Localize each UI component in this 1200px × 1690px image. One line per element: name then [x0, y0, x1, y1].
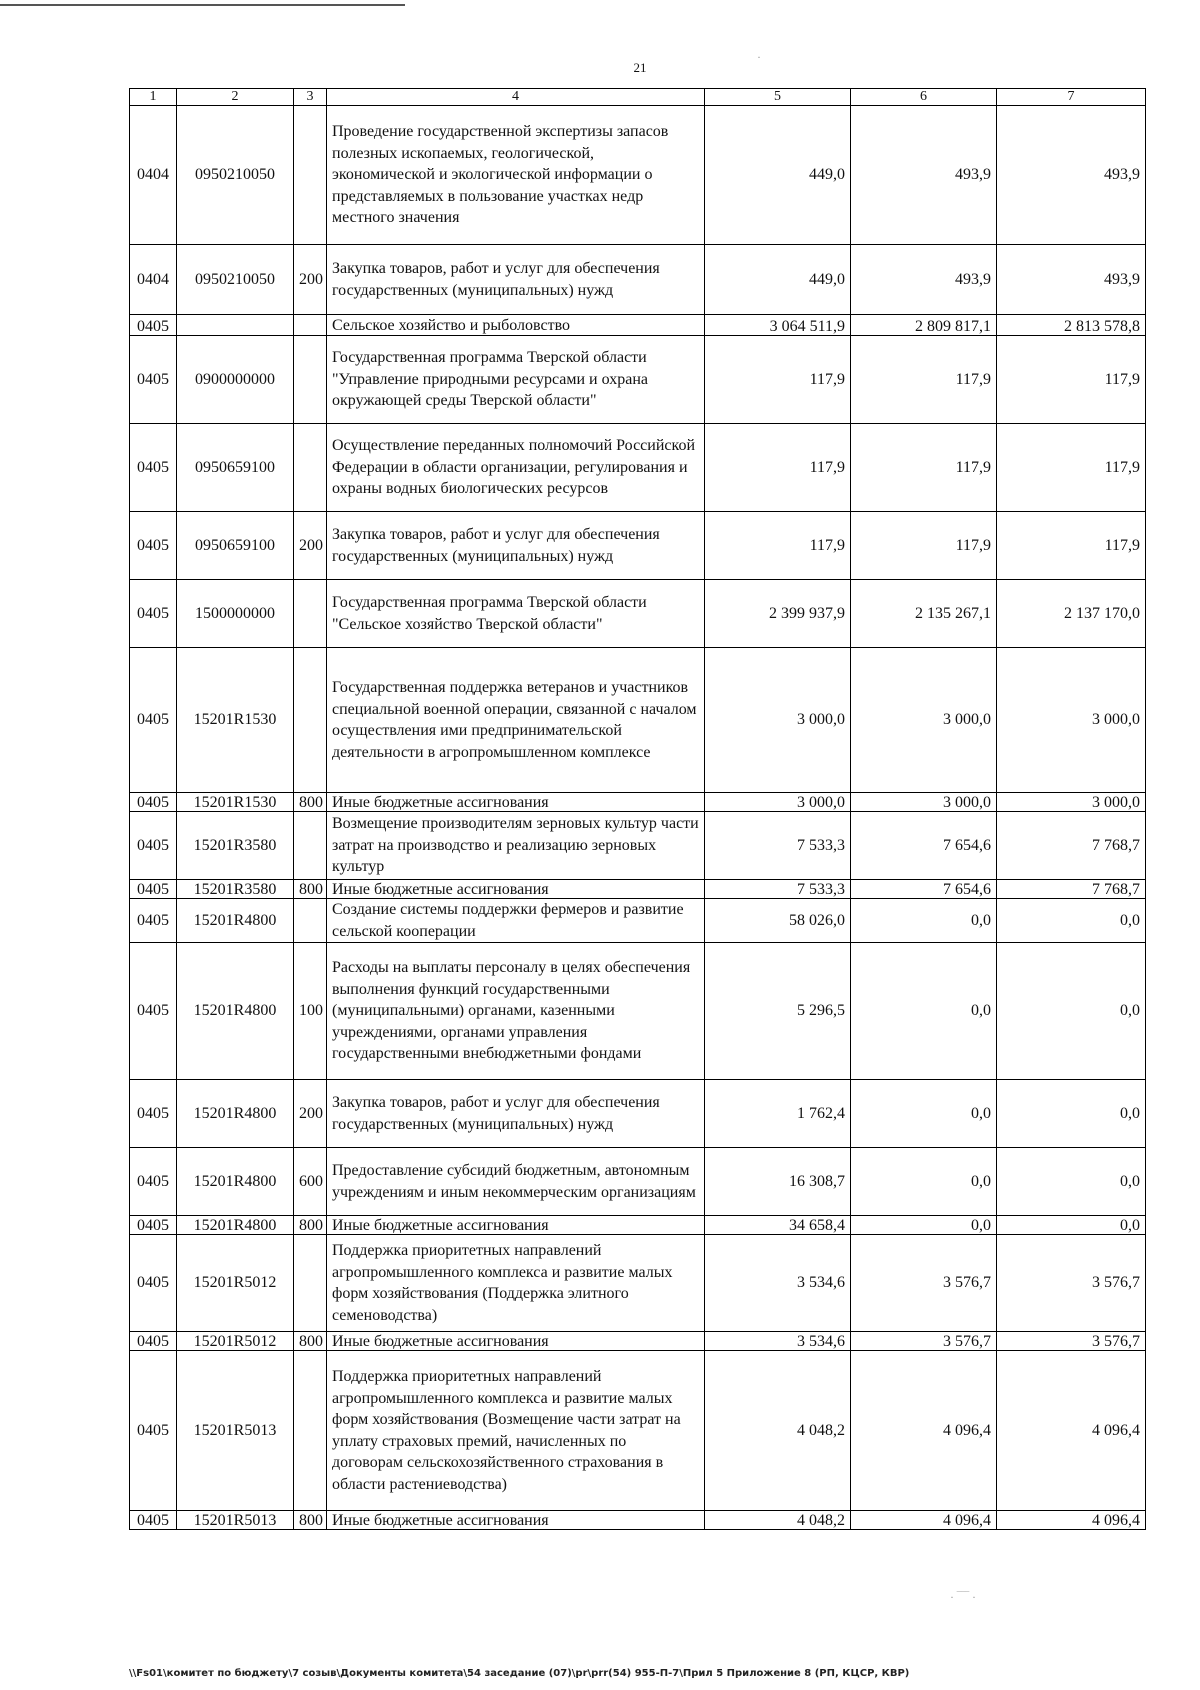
- expense-type-cell: [294, 424, 327, 512]
- amount-year3-cell: 7 768,7: [997, 812, 1146, 880]
- scan-speck: · ‾‾‾ ·: [950, 1590, 976, 1604]
- amount-year2-cell: 4 096,4: [851, 1511, 997, 1530]
- column-header: 7: [997, 89, 1146, 106]
- amount-year1-cell: 117,9: [705, 424, 851, 512]
- amount-year3-cell: 2 137 170,0: [997, 580, 1146, 648]
- item-name-cell: Иные бюджетные ассигнования: [327, 1332, 705, 1351]
- target-article-cell: 1500000000: [177, 580, 294, 648]
- section-code-cell: 0405: [130, 1511, 177, 1530]
- section-code-cell: 0405: [130, 880, 177, 899]
- amount-year1-cell: 3 000,0: [705, 648, 851, 793]
- amount-year3-cell: 117,9: [997, 424, 1146, 512]
- section-code-cell: 0405: [130, 1235, 177, 1332]
- target-article-cell: 0950659100: [177, 424, 294, 512]
- table-row: [130, 1511, 1146, 1530]
- amount-year1-cell: 449,0: [705, 106, 851, 245]
- item-name-cell: Государственная программа Тверской области "Сельское хозяйство Тверской области": [327, 580, 705, 648]
- target-article-cell: 15201R4800: [177, 899, 294, 943]
- amount-year1-cell: 117,9: [705, 512, 851, 580]
- table-row: [130, 245, 1146, 315]
- item-name-cell: Поддержка приоритетных направлений агропромышленного комплекса и развитие малых форм хозяйствования (Возмещение части затрат на уплату страховых премий, начисленных по договорам сельскохозяйственного страхования в области растениеводства): [327, 1351, 705, 1511]
- amount-year3-cell: 0,0: [997, 943, 1146, 1080]
- target-article-cell: 15201R4800: [177, 1216, 294, 1235]
- amount-year2-cell: 0,0: [851, 943, 997, 1080]
- table-header-row: [130, 89, 1146, 106]
- amount-year1-cell: 1 762,4: [705, 1080, 851, 1148]
- table-row: [130, 106, 1146, 245]
- table-row: [130, 880, 1146, 899]
- target-article-cell: 15201R3580: [177, 812, 294, 880]
- expense-type-cell: 600: [294, 1148, 327, 1216]
- column-header: 4: [327, 89, 705, 106]
- amount-year2-cell: 3 576,7: [851, 1332, 997, 1351]
- section-code-cell: 0405: [130, 899, 177, 943]
- amount-year2-cell: 0,0: [851, 899, 997, 943]
- target-article-cell: 15201R3580: [177, 880, 294, 899]
- scan-speck: ·: [757, 50, 761, 64]
- amount-year1-cell: 34 658,4: [705, 1216, 851, 1235]
- amount-year2-cell: 4 096,4: [851, 1351, 997, 1511]
- amount-year3-cell: 117,9: [997, 336, 1146, 424]
- amount-year3-cell: 3 576,7: [997, 1235, 1146, 1332]
- amount-year1-cell: 2 399 937,9: [705, 580, 851, 648]
- table-row: [130, 1148, 1146, 1216]
- item-name-cell: Государственная программа Тверской области "Управление природными ресурсами и охрана окружающей среды Тверской области": [327, 336, 705, 424]
- item-name-cell: Возмещение производителям зерновых культур части затрат на производство и реализацию зерновых культур: [327, 812, 705, 880]
- item-name-cell: Расходы на выплаты персоналу в целях обеспечения выполнения функций государственными (муниципальными) органами, казенными учреждениями, органами управления государственными внебюджетными фондами: [327, 943, 705, 1080]
- column-header: 6: [851, 89, 997, 106]
- amount-year3-cell: 3 000,0: [997, 648, 1146, 793]
- expense-type-cell: [294, 315, 327, 336]
- amount-year2-cell: 493,9: [851, 106, 997, 245]
- amount-year2-cell: 2 135 267,1: [851, 580, 997, 648]
- item-name-cell: Закупка товаров, работ и услуг для обеспечения государственных (муниципальных) нужд: [327, 245, 705, 315]
- item-name-cell: Предоставление субсидий бюджетным, автономным учреждениям и иным некоммерческим организациям: [327, 1148, 705, 1216]
- item-name-cell: Иные бюджетные ассигнования: [327, 793, 705, 812]
- section-code-cell: 0405: [130, 336, 177, 424]
- section-code-cell: 0405: [130, 812, 177, 880]
- amount-year2-cell: 3 000,0: [851, 793, 997, 812]
- section-code-cell: 0405: [130, 315, 177, 336]
- amount-year1-cell: 5 296,5: [705, 943, 851, 1080]
- target-article-cell: 0950210050: [177, 106, 294, 245]
- table-row: [130, 812, 1146, 880]
- target-article-cell: 15201R5013: [177, 1351, 294, 1511]
- amount-year1-cell: 3 000,0: [705, 793, 851, 812]
- expense-type-cell: 800: [294, 1216, 327, 1235]
- table-row: [130, 424, 1146, 512]
- amount-year3-cell: 4 096,4: [997, 1511, 1146, 1530]
- section-code-cell: 0405: [130, 580, 177, 648]
- target-article-cell: 15201R4800: [177, 943, 294, 1080]
- target-article-cell: 15201R4800: [177, 1080, 294, 1148]
- item-name-cell: Поддержка приоритетных направлений агропромышленного комплекса и развитие малых форм хозяйствования (Поддержка элитного семеноводства): [327, 1235, 705, 1332]
- expense-type-cell: 800: [294, 880, 327, 899]
- table-row: [130, 1332, 1146, 1351]
- table-row: [130, 1080, 1146, 1148]
- amount-year3-cell: 0,0: [997, 1216, 1146, 1235]
- amount-year3-cell: 0,0: [997, 1148, 1146, 1216]
- amount-year3-cell: 3 576,7: [997, 1332, 1146, 1351]
- target-article-cell: 0900000000: [177, 336, 294, 424]
- item-name-cell: Осуществление переданных полномочий Российской Федерации в области организации, регулирования и охраны водных биологических ресурсов: [327, 424, 705, 512]
- amount-year2-cell: 7 654,6: [851, 812, 997, 880]
- amount-year3-cell: 7 768,7: [997, 880, 1146, 899]
- amount-year3-cell: 4 096,4: [997, 1351, 1146, 1511]
- section-code-cell: 0405: [130, 648, 177, 793]
- target-article-cell: [177, 315, 294, 336]
- expense-type-cell: 800: [294, 1332, 327, 1351]
- amount-year2-cell: 2 809 817,1: [851, 315, 997, 336]
- section-code-cell: 0405: [130, 1216, 177, 1235]
- table-row: [130, 512, 1146, 580]
- section-code-cell: 0404: [130, 245, 177, 315]
- column-header: 3: [294, 89, 327, 106]
- amount-year2-cell: 7 654,6: [851, 880, 997, 899]
- item-name-cell: Сельское хозяйство и рыболовство: [327, 315, 705, 336]
- item-name-cell: Закупка товаров, работ и услуг для обеспечения государственных (муниципальных) нужд: [327, 512, 705, 580]
- target-article-cell: 15201R5012: [177, 1235, 294, 1332]
- amount-year3-cell: 493,9: [997, 245, 1146, 315]
- table-row: [130, 580, 1146, 648]
- expense-type-cell: [294, 336, 327, 424]
- amount-year1-cell: 7 533,3: [705, 812, 851, 880]
- item-name-cell: Иные бюджетные ассигнования: [327, 880, 705, 899]
- amount-year2-cell: 3 576,7: [851, 1235, 997, 1332]
- amount-year2-cell: 117,9: [851, 512, 997, 580]
- item-name-cell: Создание системы поддержки фермеров и развитие сельской кооперации: [327, 899, 705, 943]
- table-row: [130, 1351, 1146, 1511]
- expense-type-cell: 200: [294, 1080, 327, 1148]
- target-article-cell: 15201R1530: [177, 648, 294, 793]
- table-row: [130, 648, 1146, 793]
- target-article-cell: 0950659100: [177, 512, 294, 580]
- target-article-cell: 15201R4800: [177, 1148, 294, 1216]
- item-name-cell: Иные бюджетные ассигнования: [327, 1511, 705, 1530]
- expense-type-cell: 200: [294, 245, 327, 315]
- amount-year1-cell: 4 048,2: [705, 1511, 851, 1530]
- section-code-cell: 0405: [130, 1351, 177, 1511]
- expense-type-cell: [294, 1351, 327, 1511]
- table-row: [130, 899, 1146, 943]
- amount-year1-cell: 3 064 511,9: [705, 315, 851, 336]
- section-code-cell: 0405: [130, 943, 177, 1080]
- item-name-cell: Государственная поддержка ветеранов и участников специальной военной операции, связанной с началом осуществления ими предпринимательской деятельности в агропромышленном комплексе: [327, 648, 705, 793]
- amount-year1-cell: 117,9: [705, 336, 851, 424]
- column-header: 2: [177, 89, 294, 106]
- amount-year1-cell: 16 308,7: [705, 1148, 851, 1216]
- expense-type-cell: 100: [294, 943, 327, 1080]
- table-row: [130, 943, 1146, 1080]
- expense-type-cell: 800: [294, 793, 327, 812]
- expense-type-cell: [294, 1235, 327, 1332]
- section-code-cell: 0405: [130, 793, 177, 812]
- amount-year2-cell: 0,0: [851, 1216, 997, 1235]
- amount-year1-cell: 3 534,6: [705, 1235, 851, 1332]
- amount-year2-cell: 117,9: [851, 424, 997, 512]
- amount-year3-cell: 0,0: [997, 1080, 1146, 1148]
- expense-type-cell: [294, 580, 327, 648]
- amount-year3-cell: 0,0: [997, 899, 1146, 943]
- section-code-cell: 0405: [130, 424, 177, 512]
- table-row: [130, 336, 1146, 424]
- expense-type-cell: [294, 812, 327, 880]
- amount-year3-cell: 493,9: [997, 106, 1146, 245]
- amount-year2-cell: 3 000,0: [851, 648, 997, 793]
- file-path-footer: \\Fs01\комитет по бюджету\7 созыв\Документы комитета\54 заседание (07)\pr\prr(54) 955-П-7\Прил 5 Приложение 8 (РП, КЦСР, КВР): [129, 1668, 910, 1679]
- section-code-cell: 0404: [130, 106, 177, 245]
- page-number: 21: [633, 60, 647, 75]
- expense-type-cell: 800: [294, 1511, 327, 1530]
- item-name-cell: Закупка товаров, работ и услуг для обеспечения государственных (муниципальных) нужд: [327, 1080, 705, 1148]
- amount-year2-cell: 0,0: [851, 1148, 997, 1216]
- amount-year1-cell: 4 048,2: [705, 1351, 851, 1511]
- table-row: [130, 1216, 1146, 1235]
- section-code-cell: 0405: [130, 512, 177, 580]
- target-article-cell: 15201R1530: [177, 793, 294, 812]
- table-row: [130, 1235, 1146, 1332]
- amount-year1-cell: 7 533,3: [705, 880, 851, 899]
- amount-year1-cell: 58 026,0: [705, 899, 851, 943]
- section-code-cell: 0405: [130, 1080, 177, 1148]
- amount-year1-cell: 449,0: [705, 245, 851, 315]
- table-row: [130, 315, 1146, 336]
- amount-year3-cell: 3 000,0: [997, 793, 1146, 812]
- target-article-cell: 15201R5012: [177, 1332, 294, 1351]
- expense-type-cell: [294, 648, 327, 793]
- expense-type-cell: 200: [294, 512, 327, 580]
- amount-year3-cell: 117,9: [997, 512, 1146, 580]
- amount-year2-cell: 493,9: [851, 245, 997, 315]
- table-row: [130, 793, 1146, 812]
- amount-year2-cell: 117,9: [851, 336, 997, 424]
- item-name-cell: Иные бюджетные ассигнования: [327, 1216, 705, 1235]
- amount-year1-cell: 3 534,6: [705, 1332, 851, 1351]
- budget-table: [129, 88, 1146, 1530]
- section-code-cell: 0405: [130, 1332, 177, 1351]
- expense-type-cell: [294, 106, 327, 245]
- item-name-cell: Проведение государственной экспертизы запасов полезных ископаемых, геологической, экономической и экологической информации о представляемых в пользование участках недр местного значения: [327, 106, 705, 245]
- amount-year2-cell: 0,0: [851, 1080, 997, 1148]
- column-header: 1: [130, 89, 177, 106]
- top-rule: [0, 4, 405, 6]
- section-code-cell: 0405: [130, 1148, 177, 1216]
- amount-year3-cell: 2 813 578,8: [997, 315, 1146, 336]
- target-article-cell: 15201R5013: [177, 1511, 294, 1530]
- target-article-cell: 0950210050: [177, 245, 294, 315]
- expense-type-cell: [294, 899, 327, 943]
- column-header: 5: [705, 89, 851, 106]
